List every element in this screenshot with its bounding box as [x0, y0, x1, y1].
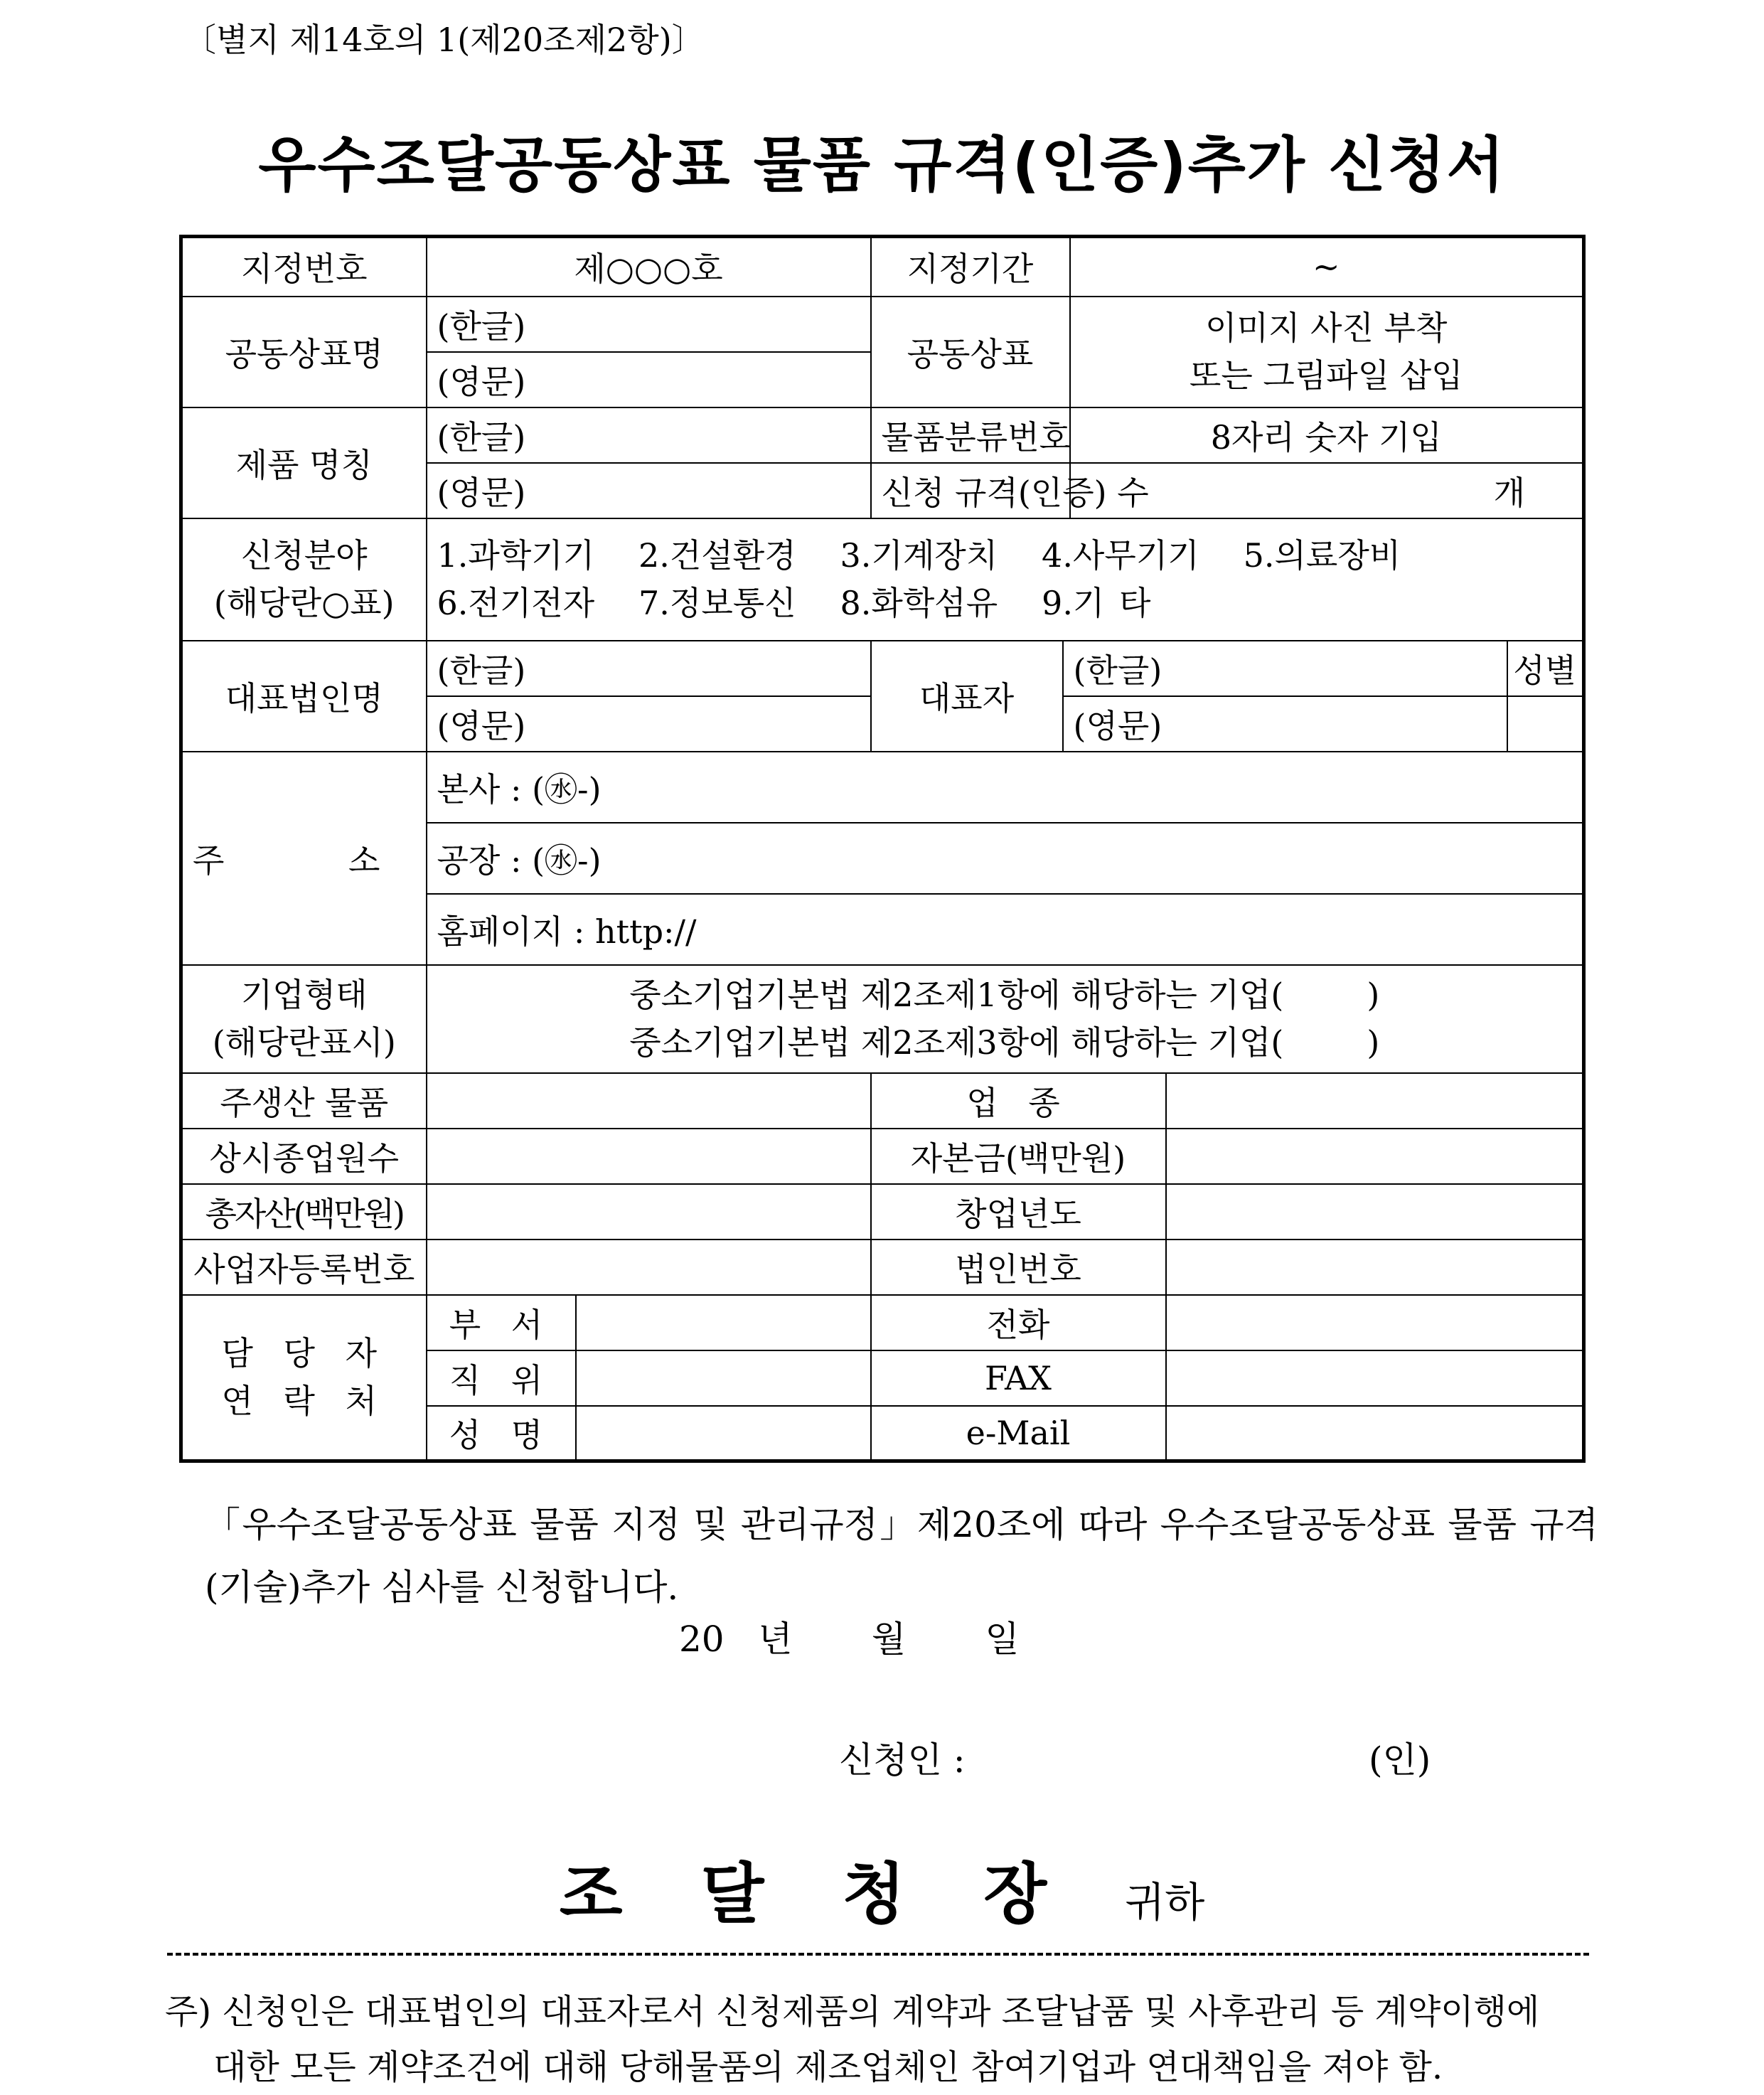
hq-address-field[interactable]: 본사 : (㊌-): [427, 752, 1584, 823]
contact-label-1: 담 당 자: [221, 1334, 387, 1373]
homepage-field[interactable]: 홈페이지 : http://: [427, 894, 1584, 965]
name-field[interactable]: [576, 1406, 871, 1461]
field-option[interactable]: 3.기계장치: [840, 535, 998, 575]
company-type-option-2[interactable]: 중소기업기본법 제2조제3항에 해당하는 기업( ): [629, 1023, 1380, 1062]
capital-label: 자본금(백만원): [871, 1129, 1166, 1184]
page-title: 우수조달공동상표 물품 규격(인증)추가 신청서: [258, 130, 1506, 200]
field-option[interactable]: 2.건설환경: [638, 535, 796, 575]
company-type-label: [181, 965, 427, 1073]
application-form-table: [179, 235, 1586, 1463]
dept-field[interactable]: [576, 1295, 871, 1350]
field-option[interactable]: 6.전기전자: [437, 583, 595, 622]
brand-label: 공동상표: [871, 297, 1070, 407]
contact-label: [181, 1295, 427, 1461]
product-name-label: 제품 명칭: [181, 407, 427, 518]
company-type-label-1: 기업형태: [240, 975, 368, 1014]
email-label: e-Mail: [871, 1406, 1166, 1461]
annex-reference: 〔별지 제14호의 1(제20조제2항)〕: [183, 21, 705, 59]
name-label: 성 명: [427, 1406, 576, 1461]
position-field[interactable]: [576, 1350, 871, 1406]
designation-no-label: 지정번호: [181, 237, 427, 297]
footnote-line-2: 대한 모든 계약조건에 대해 당해물품의 제조업체인 참여기업과 연대책임을 져야 함.: [213, 2047, 1443, 2087]
total-assets-label: 총자산(백만원): [181, 1184, 427, 1240]
field-label-2: (해당란○표): [213, 583, 395, 622]
biz-reg-field[interactable]: [427, 1240, 871, 1295]
product-name-english-field[interactable]: (영문): [427, 463, 871, 518]
main-product-label: 주생산 물품: [181, 1073, 427, 1129]
product-name-korean-field[interactable]: (한글): [427, 407, 871, 463]
corp-name-label: 대표법인명: [181, 641, 427, 752]
applicant-label: 신청인 :: [839, 1739, 966, 1781]
industry-label: 업 종: [871, 1073, 1166, 1129]
field-option[interactable]: 8.화학섬유: [840, 583, 998, 622]
employees-label: 상시종업원수: [181, 1129, 427, 1184]
fax-label: FAX: [871, 1350, 1166, 1406]
recipient-suffix: 귀하: [1125, 1878, 1205, 1926]
company-type-option-1[interactable]: 중소기업기본법 제2조제1항에 해당하는 기업( ): [629, 975, 1380, 1014]
spec-count-field[interactable]: 개: [1070, 463, 1584, 518]
designation-no-value: 제○○○호: [427, 237, 871, 297]
total-assets-field[interactable]: [427, 1184, 871, 1240]
brand-name-korean-field[interactable]: (한글): [427, 297, 871, 352]
biz-reg-label: 사업자등록번호: [181, 1240, 427, 1295]
field-options-row-2: [437, 580, 1573, 627]
company-type-label-2: (해당란표시): [212, 1023, 396, 1062]
main-product-field[interactable]: [427, 1073, 871, 1129]
fax-field[interactable]: [1166, 1350, 1584, 1406]
founded-label: 창업년도: [871, 1184, 1166, 1240]
brand-image-field[interactable]: [1070, 297, 1584, 407]
phone-field[interactable]: [1166, 1295, 1584, 1350]
designation-period-value[interactable]: ~: [1070, 237, 1584, 297]
industry-field[interactable]: [1166, 1073, 1584, 1129]
application-statement: 「우수조달공동상표 물품 지정 및 관리규정」제20조에 따라 우수조달공동상표 물품 규격(기술)추가 심사를 신청합니다.: [205, 1504, 1598, 1608]
brand-note-1: 이미지 사진 부착: [1205, 308, 1448, 347]
phone-label: 전화: [871, 1295, 1166, 1350]
employees-field[interactable]: [427, 1129, 871, 1184]
corp-name-english-field[interactable]: (영문): [427, 696, 871, 752]
dashed-divider: [167, 1953, 1589, 1956]
rep-english-field[interactable]: (영문): [1063, 696, 1507, 752]
field-option[interactable]: 9.기 타: [1042, 583, 1151, 622]
corp-reg-field[interactable]: [1166, 1240, 1584, 1295]
footnote-line-1: 주) 신청인은 대표법인의 대표자로서 신청제품의 계약과 조달납품 및 사후관리 등 계약이행에: [165, 1992, 1540, 2032]
brand-name-label: 공동상표명: [181, 297, 427, 407]
factory-address-field[interactable]: 공장 : (㊌-): [427, 823, 1584, 894]
designation-period-label: 지정기간: [871, 237, 1070, 297]
field-option[interactable]: 1.과학기기: [437, 535, 595, 575]
classification-field[interactable]: 8자리 숫자 기입: [1070, 407, 1584, 463]
field-option[interactable]: 4.사무기기: [1042, 535, 1199, 575]
rep-korean-field[interactable]: (한글): [1063, 641, 1507, 696]
field-label: [181, 518, 427, 641]
rep-label: 대표자: [871, 641, 1063, 752]
gender-label: 성별: [1507, 641, 1584, 696]
email-field[interactable]: [1166, 1406, 1584, 1461]
brand-note-2: 또는 그림파일 삽입: [1189, 356, 1463, 395]
field-label-1: 신청분야: [240, 535, 368, 575]
field-option[interactable]: 7.정보통신: [638, 583, 796, 622]
field-option[interactable]: 5.의료장비: [1243, 535, 1401, 575]
spec-count-label: 신청 규격(인증) 수: [871, 463, 1070, 518]
contact-label-2: 연 락 처: [221, 1381, 387, 1420]
capital-field[interactable]: [1166, 1129, 1584, 1184]
field-options-row-1: [437, 532, 1573, 580]
dept-label: 부 서: [427, 1295, 576, 1350]
date-line[interactable]: 20 년 월 일: [679, 1619, 1020, 1660]
seal-mark: (인): [1369, 1739, 1431, 1781]
corp-name-korean-field[interactable]: (한글): [427, 641, 871, 696]
footnote: [165, 1984, 1601, 2095]
field-options: [427, 518, 1584, 641]
brand-name-english-field[interactable]: (영문): [427, 352, 871, 407]
corp-reg-label: 법인번호: [871, 1240, 1166, 1295]
gender-field[interactable]: [1507, 696, 1584, 752]
classification-label: 물품분류번호: [871, 407, 1070, 463]
address-label: 주 소: [181, 752, 427, 965]
company-type-options: [427, 965, 1584, 1073]
recipient-main: 조달청장: [559, 1856, 1126, 1932]
position-label: 직 위: [427, 1350, 576, 1406]
founded-field[interactable]: [1166, 1184, 1584, 1240]
recipient: [0, 1842, 1764, 1936]
